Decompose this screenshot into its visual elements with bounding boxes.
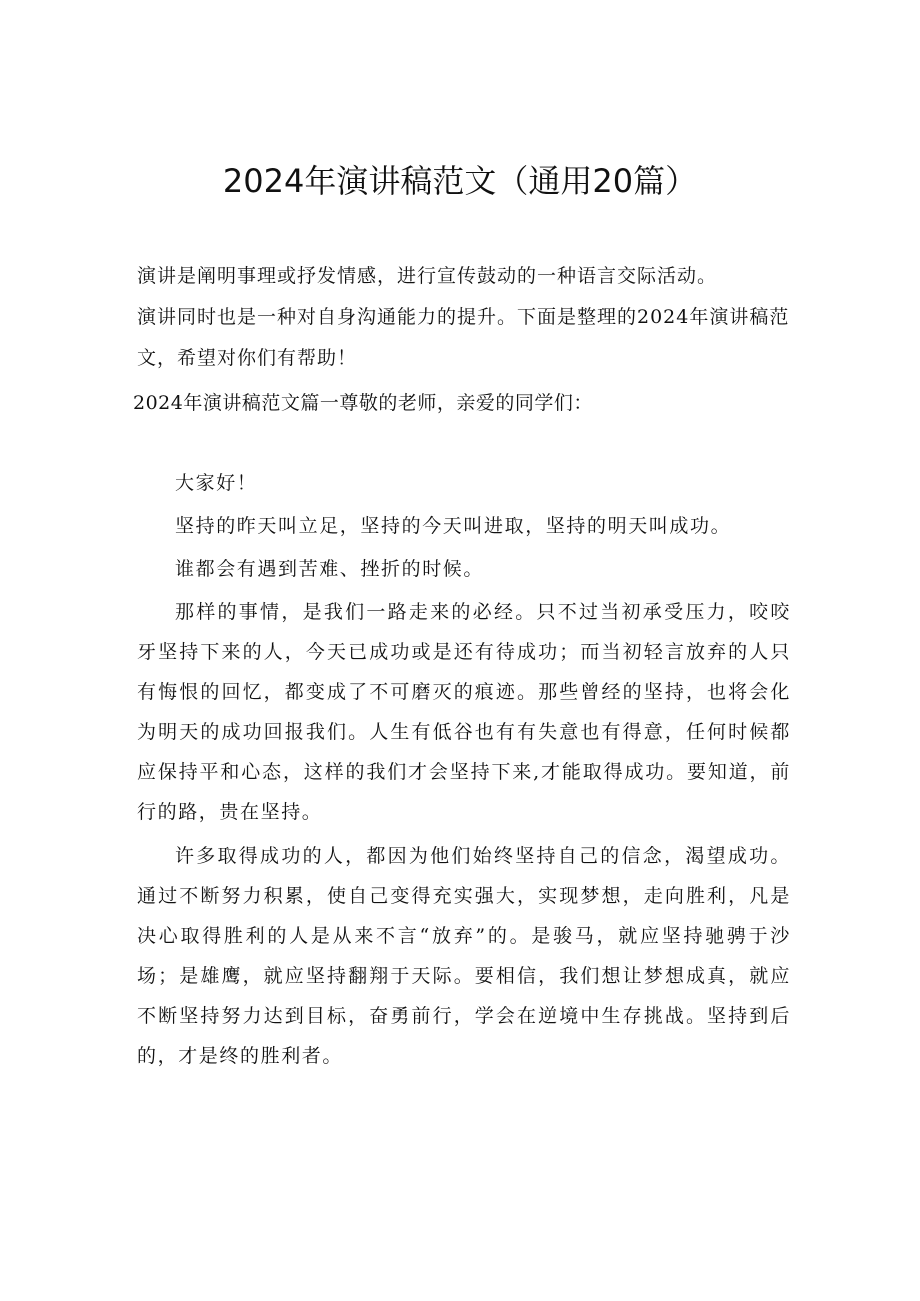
- body-paragraph: 大家好！: [175, 472, 258, 494]
- document-body: [133, 256, 791, 1076]
- body-paragraph: 坚持的昨天叫立足，坚持的今天叫进取，坚持的明天叫成功。: [175, 515, 732, 537]
- section-heading: 2024年演讲稿范文篇一尊敬的老师，亲爱的同学们：: [133, 392, 593, 414]
- body-paragraph: 许多取得成功的人，都因为他们始终坚持自己的信念，渴望成功。通过不断努力积累，使自己变得充实强大，实现梦想，走向胜利，凡是决心取得胜利的人是从来不言“放弃”的。是骏马，就应坚持驰骋于沙场；是雄鹰，就应坚持翻翔于天际。要相信，我们想让梦想成真，就应不断坚持努力达到目标，奋勇前行，学会在逆境中生存挑战。坚持到后的，才是终的胜利者。: [137, 845, 791, 1067]
- body-paragraph: 谁都会有遇到苦难、挫折的时候。: [175, 558, 485, 580]
- page-title: 2024年演讲稿范文（通用20篇）: [222, 162, 698, 200]
- intro-paragraph: 演讲同时也是一种对自身沟通能力的提升。下面是整理的2024年演讲稿范文，希望对你们有帮助！: [137, 306, 790, 369]
- intro-paragraph: 演讲是阐明事理或抒发情感，进行宣传鼓动的一种语言交际活动。: [137, 265, 718, 287]
- body-paragraph: 那样的事情，是我们一路走来的必经。只不过当初承受压力，咬咬牙坚持下来的人，今天已成功或是还有待成功；而当初轻言放弃的人只有悔恨的回忆，都变成了不可磨灭的痕迹。那些曾经的坚持，也将会化为明天的成功回报我们。人生有低谷也有有失意也有得意，任何时候都应保持平和心态，这样的我们才会坚持下来,才能取得成功。要知道，前行的路，贵在坚持。: [137, 601, 791, 823]
